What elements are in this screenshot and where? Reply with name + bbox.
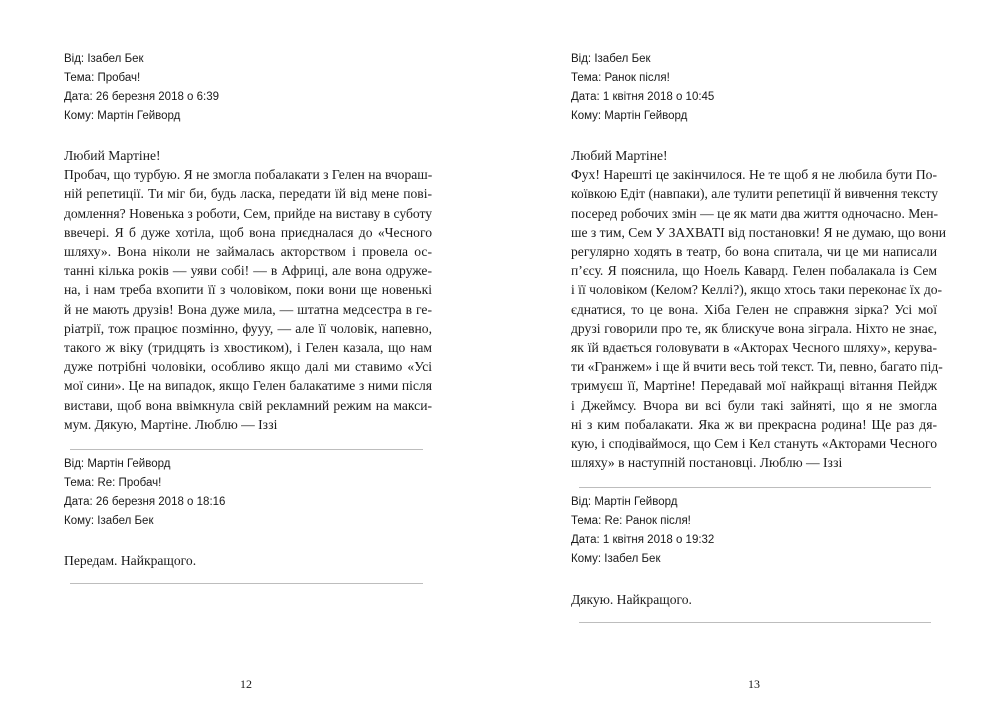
body-line: шляху» в наступній постановці. Люблю — Іззі [571, 455, 843, 471]
body-line: кую, і сподіваймося, що Сем і Кел стануть «Акторами Чесного [571, 436, 937, 452]
email-divider [70, 583, 423, 584]
body-line: коївкою Едіт (навпаки), але тулити репетиції й вивчення тексту [571, 186, 939, 202]
header-date: Дата: 26 березня 2018 о 6:39 [64, 91, 220, 103]
header-to: Кому: Ізабел Бек [64, 515, 154, 527]
body-line: ти «Гранжем» і ще й вчити весь той текст. Ти, певно, багато під- [571, 359, 943, 375]
page-number: 13 [748, 677, 760, 691]
header-to: Кому: Мартін Гейворд [64, 110, 181, 122]
body-line: ріатрії, тож працює позмінно, фууу, — але її чоловік, напевно, [64, 320, 432, 336]
body-line: Фух! Нарешті це закінчилося. Не те щоб я не любила бути По- [571, 167, 937, 183]
header-to: Кому: Ізабел Бек [571, 553, 661, 565]
email-divider [579, 622, 931, 623]
header-subject: Тема: Re: Ранок після! [571, 515, 691, 527]
body-line: Дякую. Найкращого. [571, 592, 692, 607]
body-line: посеред робочих змін — це як мати два життя одночасно. Мен- [571, 205, 939, 221]
header-date: Дата: 26 березня 2018 о 18:16 [64, 496, 226, 508]
header-subject: Тема: Re: Пробач! [64, 477, 162, 489]
header-from: Від: Мартін Гейворд [64, 458, 171, 470]
email-body [64, 551, 432, 570]
header-from: Від: Ізабел Бек [571, 53, 651, 65]
email-header [64, 455, 225, 531]
body-line: і Джеймсу. Вчора ви всі були такі зайняті, що я не змогла [571, 397, 937, 413]
body-line: ше з тим, Сем У ЗАХВАТІ від постановки! Я не думаю, що вони [571, 224, 947, 240]
email-body [571, 146, 947, 472]
email-header [64, 50, 219, 126]
header-from: Від: Мартін Гейворд [571, 496, 678, 508]
email-greeting: Любий Мартіне! [571, 148, 668, 163]
header-from: Від: Ізабел Бек [64, 53, 144, 65]
right-page [500, 0, 1000, 714]
email-header [571, 493, 714, 569]
body-line: п’єсу. Я пояснила, що Ноель Кавард. Гелен побалакала із Сем [571, 263, 937, 279]
body-line: ні з ким побалакати. Яка ж ви прекрасна родина! Ще раз дя- [571, 416, 937, 432]
email-body [571, 590, 937, 609]
body-line: такого ж віку (тридцять із хвостиком), і Гелен казала, що нам [64, 340, 432, 356]
body-line: друзі говорили про те, як блискуче вона зіграла. Ніхто не знає, [571, 320, 937, 336]
body-line: єднатися, то це вона. Хіба Гелен не справжня зірка? Усі мої [571, 301, 937, 317]
body-line: Передам. Найкращого. [64, 553, 197, 568]
email-divider [70, 449, 423, 450]
header-subject: Тема: Ранок після! [571, 72, 670, 84]
body-line: і її чоловіком (Келом? Келлі?), якщо хтось таки переконає їх до- [571, 282, 943, 298]
header-subject: Тема: Пробач! [64, 72, 141, 84]
body-line: як їй вдається головувати в «Акторах Чесного шляху», керува- [571, 340, 937, 356]
email-body [64, 146, 432, 434]
body-line: мої сини». Це на випадок, якщо Гелен балакатиме з ними після [64, 378, 432, 394]
body-line: Пробач, що турбую. Я не змогла побалакати з Гелен на вчораш- [64, 167, 433, 183]
header-to: Кому: Мартін Гейворд [571, 110, 688, 122]
body-line: домлення? Новенька з роботи, Сем, прийде на виставу в суботу [64, 205, 433, 221]
body-line: ввечері. Я б дуже хотіла, щоб вона приєдналася до «Чесного [64, 224, 432, 240]
body-line: регулярно ходять в театр, бо вона спитала, чи це ми написали [571, 244, 937, 260]
body-line: дуже потрібні чоловіки, особливо якщо далі ми ставимо «Усі [64, 359, 432, 375]
email-header [571, 50, 714, 126]
body-line: шляху». Вона ніколи не займалась акторством і провела ос- [64, 244, 432, 260]
email-greeting: Любий Мартіне! [64, 148, 161, 163]
body-line: ній репетиції. Ти міг би, будь ласка, передати їй від мене пові- [64, 186, 432, 202]
header-date: Дата: 1 квітня 2018 о 19:32 [571, 534, 715, 546]
body-line: на, і нам треба вхопити її з чоловіком, поки вони ще новенькі [64, 282, 432, 298]
body-line: вистави, щоб вона ввімкнула свій рекламний режим на макси- [64, 397, 432, 413]
header-date: Дата: 1 квітня 2018 о 10:45 [571, 91, 715, 103]
body-line: тримуєш її, Мартіне! Передавай мої найкращі вітання Пейдж [571, 378, 937, 394]
page-number: 12 [240, 677, 252, 691]
body-line: мум. Дякую, Мартіне. Люблю — Іззі [64, 416, 278, 432]
body-line: й не мають друзів! Вона дуже мила, — штатна медсестра в ге- [64, 301, 432, 317]
email-divider [579, 487, 931, 488]
body-line: танні кілька років — уяви собі! — в Африці, але вона одруже- [64, 263, 432, 279]
